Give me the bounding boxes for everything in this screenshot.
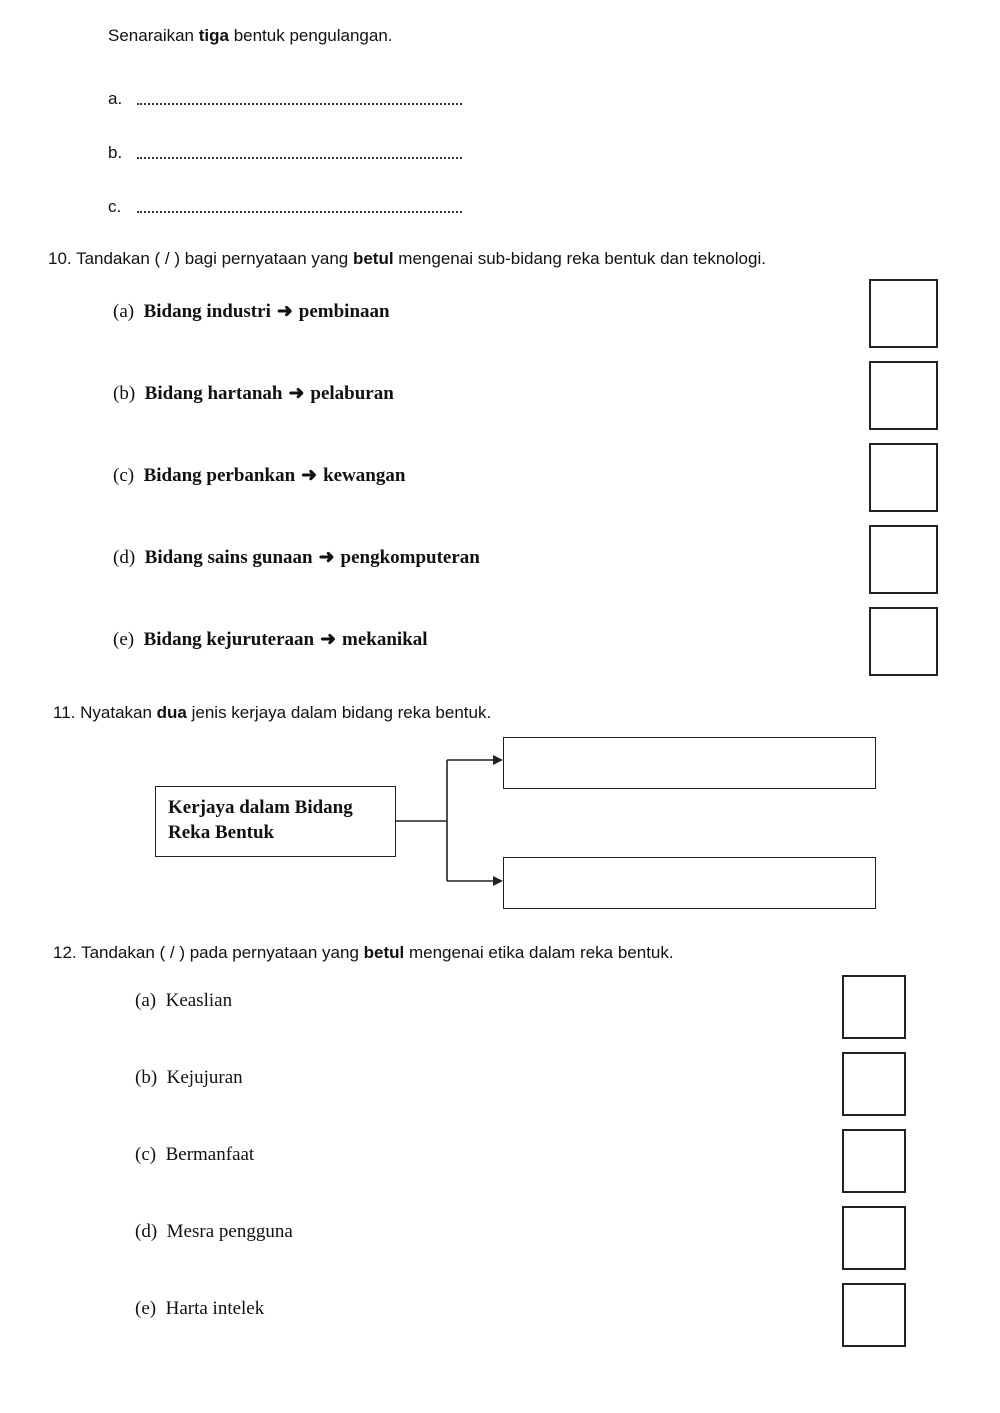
- q12-item-b: [135, 1067, 243, 1089]
- q12-checkbox-c[interactable]: [842, 1129, 906, 1193]
- q12-prompt-text: Tandakan ( / ) pada pernyataan yang: [81, 943, 364, 962]
- q10-prompt-bold: betul: [352, 249, 394, 268]
- arrow-right-icon: ➜: [301, 465, 318, 486]
- q10-item-letter: (e): [113, 629, 135, 650]
- q12-item-letter: (b): [135, 1067, 158, 1088]
- q12-item-letter: (a): [135, 990, 157, 1011]
- q12-number: 12.: [53, 943, 77, 962]
- q10-item-right: kewangan: [323, 465, 406, 486]
- q9-prompt-text-end: bentuk pengulangan.: [228, 26, 393, 45]
- q11-prompt-text-end: jenis kerjaya dalam bidang reka bentuk.: [186, 703, 492, 722]
- q12-item-letter: (c): [135, 1144, 157, 1165]
- q12-item-c: [135, 1144, 254, 1166]
- q9-prompt-bold: tiga: [198, 26, 229, 45]
- arrow-right-icon: ➜: [320, 629, 337, 650]
- q12-prompt-text-end: mengenai etika dalam reka bentuk.: [404, 943, 674, 962]
- q10-item-left: Bidang perbankan: [143, 465, 296, 486]
- q9-blank-label-c: c.: [108, 197, 122, 216]
- career-heading-line2: Reka Bentuk: [168, 822, 275, 843]
- q12-checkbox-d[interactable]: [842, 1206, 906, 1270]
- q9-blank-label-a: a.: [108, 89, 123, 108]
- q11-prompt-bold: dua: [156, 703, 187, 722]
- q9-blank-label-b: b.: [108, 143, 123, 162]
- arrow-right-icon: ➜: [318, 547, 335, 568]
- q11-answer-box-2[interactable]: [503, 857, 876, 909]
- q12-item-text: Keaslian: [165, 990, 233, 1011]
- q12-item-text: Mesra pengguna: [166, 1221, 293, 1242]
- q12-item-text: Bermanfaat: [165, 1144, 255, 1165]
- q10-number: 10.: [48, 249, 72, 268]
- q12-checkbox-e[interactable]: [842, 1283, 906, 1347]
- q10-item-left: Bidang hartanah: [144, 383, 283, 404]
- q12-item-a: [135, 990, 232, 1012]
- arrowhead-top-icon: [493, 755, 503, 765]
- q10-item-letter: (a): [113, 301, 135, 322]
- q10-item-left: Bidang sains gunaan: [144, 547, 313, 568]
- q12-item-letter: (d): [135, 1221, 158, 1242]
- career-heading-line1: Kerjaya dalam Bidang: [168, 797, 353, 818]
- q9-prompt-text: Senaraikan: [108, 26, 199, 45]
- q12-item-e: [135, 1298, 264, 1320]
- q10-item-right: mekanikal: [342, 629, 428, 650]
- arrow-right-icon: ➜: [276, 301, 293, 322]
- q12-prompt-bold: betul: [363, 943, 405, 962]
- q10-item-letter: (d): [113, 547, 136, 568]
- q10-item-right: pengkomputeran: [340, 547, 480, 568]
- q12-item-text: Harta intelek: [165, 1298, 265, 1319]
- q10-item-letter: (b): [113, 383, 136, 404]
- q10-item-right: pembinaan: [298, 301, 390, 322]
- q10-item-letter: (c): [113, 465, 135, 486]
- q11-number: 11.: [53, 703, 76, 722]
- q10-item-left: Bidang kejuruteraan: [143, 629, 315, 650]
- q12-checkbox-a[interactable]: [842, 975, 906, 1039]
- arrow-right-icon: ➜: [288, 383, 305, 404]
- q12-item-d: [135, 1221, 293, 1243]
- q10-prompt-text: Tandakan ( / ) bagi pernyataan yang: [76, 249, 353, 268]
- q11-prompt-text: Nyatakan: [80, 703, 157, 722]
- q12-item-letter: (e): [135, 1298, 157, 1319]
- q10-item-right: pelaburan: [310, 383, 394, 404]
- q10-prompt-text-end: mengenai sub-bidang reka bentuk dan teknologi.: [393, 249, 766, 268]
- q12-item-text: Kejujuran: [166, 1067, 243, 1088]
- q10-item-left: Bidang industri: [143, 301, 271, 322]
- q12-prompt: [53, 943, 674, 963]
- q12-checkbox-b[interactable]: [842, 1052, 906, 1116]
- q11-answer-box-1[interactable]: [503, 737, 876, 789]
- arrowhead-bottom-icon: [493, 876, 503, 886]
